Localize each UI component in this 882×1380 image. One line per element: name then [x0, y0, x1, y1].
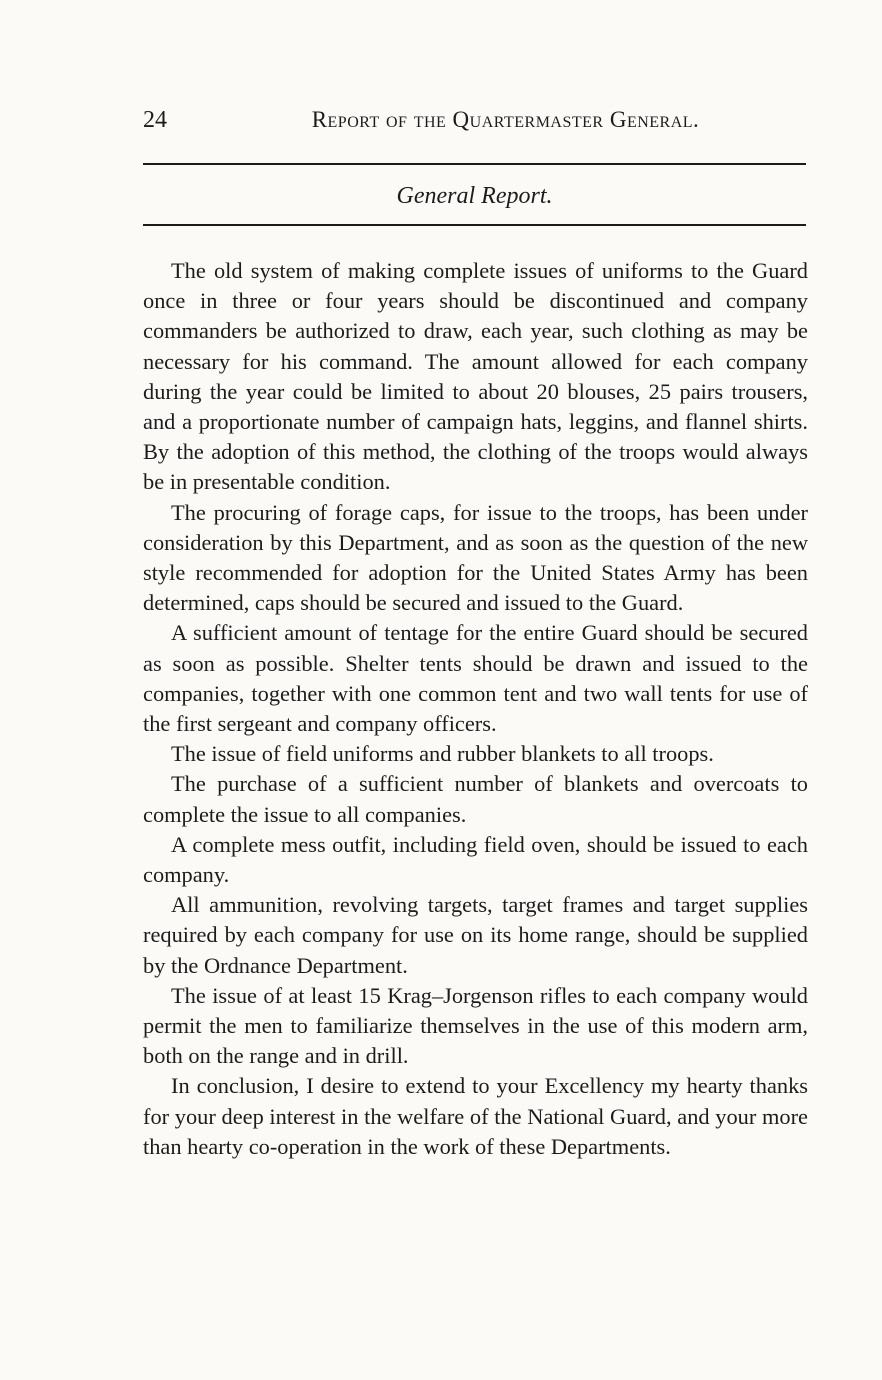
page-number: 24 — [143, 107, 167, 133]
paragraph: The procuring of forage caps, for issue to the troops, has been under consideration by this Department, and as soon as the question of the new style recommended for adoption for the United States Army has been determined, caps should be secured and issued to the Guard. — [143, 499, 808, 616]
body-text — [143, 256, 808, 1162]
bottom-rule — [143, 224, 806, 226]
paragraph: A sufficient amount of tentage for the entire Guard should be secured as soon as possible. Shelter tents should be drawn and issued to the companies, together with one common tent and two wall tents for use of the first sergeant and company officers. — [143, 620, 808, 737]
page-header — [143, 100, 808, 140]
paragraph: All ammunition, revolving targets, target frames and target supplies required by each company for use on its home range, should be supplied by the Ordnance Department. — [143, 892, 808, 978]
section-title: General Report. — [396, 183, 553, 209]
paragraph: The issue of at least 15 Krag–Jorgenson rifles to each company would permit the men to familiarize themselves in the use of this modern arm, both on the range and in drill. — [143, 982, 808, 1069]
paragraph: The old system of making complete issues of uniforms to the Guard once in three or four years should be discontinued and company commanders be authorized to draw, each year, such clothing as may be necessary for his command. The amount allowed for each company during the year could be limited to about 20 blouses, 25 pairs trousers, and a proportionate number of campaign hats, leggins, and flannel shirts. By the adoption of this method, the clothing of the troops would always be in presentable condition. — [143, 258, 808, 495]
paragraph: The issue of field uniforms and rubber blankets to all troops. — [171, 741, 714, 767]
paragraph: A complete mess outfit, including field oven, should be issued to each company. — [143, 831, 808, 888]
paragraph: The purchase of a sufficient number of blankets and overcoats to complete the issue to all companies. — [143, 771, 808, 827]
top-rule — [143, 163, 806, 165]
paragraph: In conclusion, I desire to extend to your Excellency my hearty thanks for your deep interest in the welfare of the National Guard, and your more than hearty co-operation in the work of these Departments. — [143, 1073, 808, 1159]
running-title: Report of the Quartermaster General. — [311, 107, 700, 132]
